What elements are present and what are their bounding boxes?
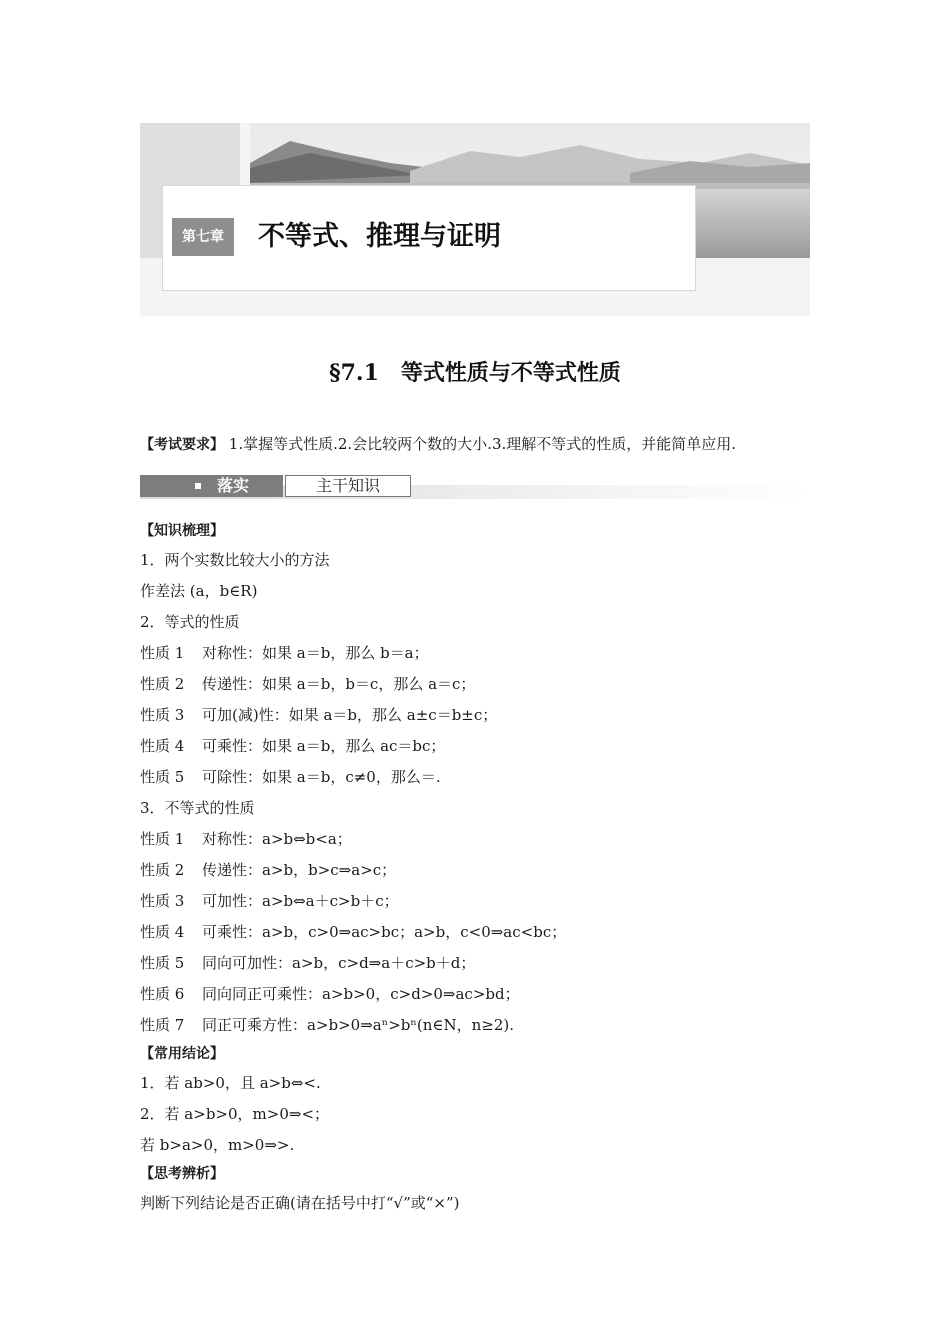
property-text: 可乘性：如果 a＝b，那么 ac＝bc；	[202, 737, 446, 755]
inequality-property	[140, 948, 820, 979]
property-label: 性质 5	[140, 954, 185, 972]
inequality-property	[140, 917, 820, 948]
property-text: 同向同正可乘性：a>b>0，c>d>0⇒ac>bd；	[202, 985, 520, 1003]
property-label: 性质 4	[140, 737, 185, 755]
property-text: 同向可加性：a>b，c>d⇒a＋c>b＋d；	[202, 954, 476, 972]
square-bullet-icon	[195, 483, 201, 489]
equality-property	[140, 669, 820, 700]
equality-title: 2．等式的性质	[140, 613, 240, 631]
knowledge-content	[140, 518, 820, 1219]
property-text: 对称性：a>b⇔b<a；	[202, 830, 352, 848]
property-text: 可除性：如果 a＝b，c≠0，那么＝.	[202, 768, 441, 786]
property-label: 性质 1	[140, 830, 185, 848]
chapter-badge: 第七章	[172, 218, 234, 256]
thinking-heading: 【思考辨析】	[140, 1166, 224, 1182]
property-label: 性质 4	[140, 923, 185, 941]
section-bar	[140, 475, 810, 510]
property-label: 性质 2	[140, 675, 185, 693]
equality-property	[140, 638, 820, 669]
equality-property	[140, 731, 820, 762]
knowledge-heading: 【知识梳理】	[140, 523, 224, 539]
inequality-title: 3．不等式的性质	[140, 799, 255, 817]
conclusion-heading: 【常用结论】	[140, 1046, 224, 1062]
property-label: 性质 2	[140, 861, 185, 879]
bar-dark-text: 落实	[217, 476, 250, 495]
thinking-text: 判断下列结论是否正确(请在括号中打“√”或“×”)	[140, 1194, 460, 1212]
compare-method	[140, 576, 820, 607]
conclusion-item: 1．若 ab>0，且 a>b⇔<.	[140, 1074, 321, 1092]
property-label: 性质 7	[140, 1016, 185, 1034]
equality-property	[140, 700, 820, 731]
equality-property	[140, 762, 820, 793]
chapter-banner	[140, 123, 810, 316]
inequality-property	[140, 824, 820, 855]
inequality-property	[140, 979, 820, 1010]
property-text: 对称性：如果 a＝b，那么 b＝a；	[202, 644, 429, 662]
compare-title: 1．两个实数比较大小的方法	[140, 551, 330, 569]
chapter-title: 不等式、推理与证明	[258, 221, 501, 252]
property-label: 性质 3	[140, 706, 185, 724]
section-number: §7.1	[329, 360, 379, 386]
exam-requirements-text: 1.掌握等式性质.2.会比较两个数的大小.3.理解不等式的性质，并能简单应用.	[228, 435, 737, 453]
exam-requirements	[140, 433, 736, 454]
section-title	[0, 356, 950, 387]
property-label: 性质 1	[140, 644, 185, 662]
property-text: 可乘性：a>b，c>0⇒ac>bc；a>b，c<0⇒ac<bc；	[202, 923, 567, 941]
compare-method-name: 作差法	[140, 582, 186, 600]
exam-requirements-tag: 【考试要求】	[140, 437, 224, 453]
conclusion-item: 若 b>a>0，m>0⇒>.	[140, 1136, 295, 1154]
inequality-property	[140, 886, 820, 917]
property-text: 同正可乘方性：a>b>0⇒aⁿ>bⁿ(n∈N，n≥2).	[202, 1016, 515, 1034]
property-text: 传递性：如果 a＝b，b＝c，那么 a＝c；	[202, 675, 476, 693]
property-text: 传递性：a>b，b>c⇒a>c；	[202, 861, 397, 879]
property-label: 性质 6	[140, 985, 185, 1003]
property-text: 可加(减)性：如果 a＝b，那么 a±c＝b±c；	[202, 706, 498, 724]
property-label: 性质 5	[140, 768, 185, 786]
inequality-property	[140, 1010, 820, 1041]
property-label: 性质 3	[140, 892, 185, 910]
section-name: 等式性质与不等式性质	[400, 360, 621, 386]
bar-light-label: 主干知识	[285, 475, 411, 497]
property-text: 可加性：a>b⇔a＋c>b＋c；	[202, 892, 399, 910]
bar-dark-label	[140, 475, 283, 497]
inequality-property	[140, 855, 820, 886]
conclusion-item: 2．若 a>b>0，m>0⇒<；	[140, 1105, 330, 1123]
compare-condition: (a，b∈R)	[189, 582, 258, 600]
